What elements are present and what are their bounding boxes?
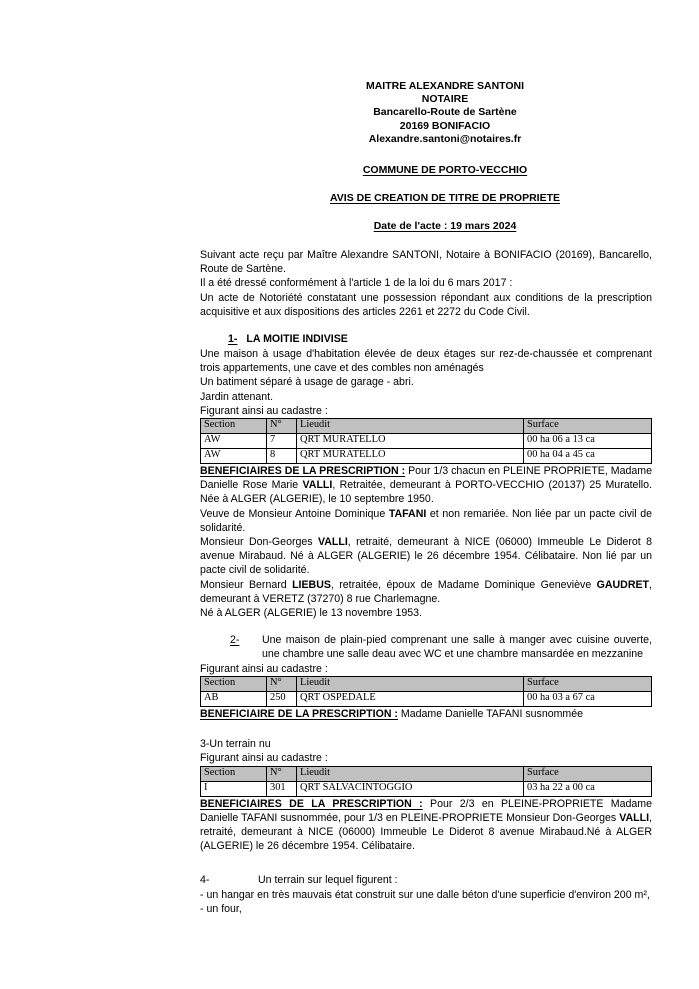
beneficiaries-text-c: , Retraitée, demeurant à PORTO-VECCHIO (20137) 25 Muratello. Née à ALGER (ALGERIE), le 10 septembre 1950. <box>200 479 652 506</box>
column-header-surface: Surface <box>524 766 652 781</box>
commune-title-text: COMMUNE DE PORTO-VECCHIO <box>362 164 528 177</box>
beneficiaries-text-a: Pour 1/3 chacun en PLEINE PROPRIETE, Madame Danielle Rose Marie <box>200 465 652 492</box>
cell-lieudit: QRT SALVACINTOGGIO <box>297 781 524 796</box>
beneficiaries-label: BENEFICIAIRES DE LA PRESCRIPTION : <box>200 465 406 478</box>
beneficiary-spouse-surname: GAUDRET <box>596 578 650 591</box>
section-1-heading <box>200 332 652 347</box>
section-1-beneficiaries-paragraph-1 <box>200 464 652 507</box>
section-1-beneficiaries-paragraph-4 <box>200 578 652 606</box>
section-4-line-2: - un four, <box>200 902 242 915</box>
cadastre-table-3 <box>200 766 652 797</box>
table-header-row <box>201 419 652 434</box>
beneficiary-surname: VALLI <box>619 811 650 824</box>
intro-paragraph-1: Suivant acte reçu par Maître Alexandre SANTONI, Notaire à BONIFACIO (20169), Bancarello, Route de Sartène. <box>200 249 652 276</box>
letterhead-line-email: Alexandre.santoni@notaires.fr <box>368 132 522 145</box>
acte-date <box>238 220 652 232</box>
section-1-cadastre-intro: Figurant ainsi au cadastre : <box>200 404 328 417</box>
cell-lieudit: QRT OSPEDALE <box>297 691 524 706</box>
section-1-beneficiaries-paragraph-2 <box>200 507 652 535</box>
letterhead-line-address: Bancarello-Route de Sartène <box>373 106 517 119</box>
beneficiaries-text-c: , retraité, demeurant à NICE (06000) Immeuble Le Diderot 8 avenue Mirabaud.Né à ALGER (ALGERIE) le 26 décembre 1954. Célibataire. <box>200 811 652 853</box>
letterhead-line-city: 20169 BONIFACIO <box>399 119 491 132</box>
column-header-number: N° <box>267 676 297 691</box>
table-header-row <box>201 676 652 691</box>
column-header-section: Section <box>201 766 267 781</box>
beneficiary-surname: VALLI <box>317 536 348 549</box>
cell-number: 301 <box>267 781 297 796</box>
beneficiary-surname: VALLI <box>302 479 333 492</box>
letterhead-line-role: NOTAIRE <box>421 93 469 106</box>
cadastre-table-1 <box>200 418 652 464</box>
section-4-heading-text: Un terrain sur lequel figurent : <box>258 874 398 887</box>
cell-surface: 00 ha 03 a 67 ca <box>524 691 652 706</box>
cell-surface: 00 ha 06 a 13 ca <box>524 434 652 449</box>
column-header-lieudit: Lieudit <box>297 766 524 781</box>
table-row <box>201 449 652 464</box>
table-header-row <box>201 766 652 781</box>
section-4-line-1: - un hangar en très mauvais état construit sur une dalle béton d'une superficie d'environ 200 m², <box>200 888 650 901</box>
column-header-number: N° <box>267 419 297 434</box>
document-content <box>200 80 652 916</box>
section-3-beneficiaries-paragraph <box>200 797 652 854</box>
section-3-cadastre-intro: Figurant ainsi au cadastre : <box>200 752 328 765</box>
cell-surface: 03 ha 22 a 00 ca <box>524 781 652 796</box>
cell-section: AW <box>201 449 267 464</box>
avis-title <box>238 192 652 204</box>
beneficiary-surname: TAFANI <box>388 507 427 520</box>
section-1-description-3: Jardin attenant. <box>200 390 274 403</box>
beneficiaries-text-e: , demeurant à VERETZ (37270) 8 rue Charlemagne. <box>200 578 652 605</box>
table-row <box>201 781 652 796</box>
beneficiaries-text-c: , retraité, demeurant à NICE (06000) Immeuble Le Diderot 8 avenue Mirabaud. Né à ALGER (ALGERIE) le 26 décembre 1954. Célibataire. Non lié par un pacte civil de solidarité. <box>200 536 652 577</box>
section-1-description-2: Un batiment séparé à usage de garage - abri. <box>200 376 414 389</box>
cadastre-table-2 <box>200 676 652 707</box>
cell-number: 8 <box>267 449 297 464</box>
commune-title <box>238 164 652 176</box>
letterhead-block <box>238 80 652 146</box>
column-header-section: Section <box>201 419 267 434</box>
column-header-number: N° <box>267 766 297 781</box>
cell-section: AB <box>201 691 267 706</box>
beneficiaries-text-c: et non remariée. Non liée par un pacte civil de solidarité. <box>200 507 652 534</box>
cell-section: I <box>201 781 267 796</box>
cell-number: 7 <box>267 434 297 449</box>
section-2-number: 2- <box>230 634 240 647</box>
section-4-number: 4- <box>200 874 210 887</box>
column-header-section: Section <box>201 676 267 691</box>
section-1-description-1: Une maison à usage d'habitation élevée de deux étages sur rez-de-chaussée et comprenant trois appartements, une cave et des combles non aménagés <box>200 348 652 375</box>
section-2-description-text: Une maison de plain-pied comprenant une salle à manger avec cuisine ouverte, une chambre une salle deau avec WC et une chambre mansardée en mezzanine <box>262 634 652 661</box>
beneficiary-label: BENEFICIAIRE DE LA PRESCRIPTION : <box>200 707 398 720</box>
cell-number: 250 <box>267 691 297 706</box>
section-2-description <box>200 633 652 661</box>
table-row <box>201 691 652 706</box>
beneficiary-text: Madame Danielle TAFANI susnommée <box>397 707 584 720</box>
beneficiary-surname: LIEBUS <box>292 578 331 591</box>
beneficiaries-text-a: Monsieur Don-Georges <box>200 536 318 549</box>
section-1-heading-text: LA MOITIE INDIVISE <box>246 333 348 346</box>
cell-lieudit: QRT MURATELLO <box>297 449 524 464</box>
column-header-surface: Surface <box>524 419 652 434</box>
section-3-heading: 3-Un terrain nu <box>200 738 271 751</box>
beneficiaries-label: BENEFICIAIRES DE LA PRESCRIPTION : <box>200 797 423 810</box>
beneficiaries-text-a: Veuve de Monsieur Antoine Dominique <box>200 507 389 520</box>
section-1-number: 1- <box>228 333 238 346</box>
section-1-beneficiaries-paragraph-5: Né à ALGER (ALGERIE) le 13 novembre 1953. <box>200 607 422 620</box>
beneficiaries-text-a: Monsieur Bernard <box>200 578 293 591</box>
table-row <box>201 434 652 449</box>
intro-paragraph-3: Un acte de Notoriété constatant une possession répondant aux conditions de la prescription acquisitive et aux dispositions des articles 2261 et 2272 du Code Civil. <box>200 291 652 318</box>
cell-section: AW <box>201 434 267 449</box>
section-4-heading <box>200 873 652 887</box>
cell-lieudit: QRT MURATELLO <box>297 434 524 449</box>
intro-paragraph-2: Il a été dressé conformément à l'article 1 de la loi du 6 mars 2017 : <box>200 277 513 290</box>
avis-title-text: AVIS DE CREATION DE TITRE DE PROPRIETE <box>329 192 561 205</box>
column-header-lieudit: Lieudit <box>297 676 524 691</box>
letterhead-line-name: MAITRE ALEXANDRE SANTONI <box>365 80 525 92</box>
section-2-beneficiaries-paragraph <box>200 707 652 721</box>
section-2-cadastre-intro: Figurant ainsi au cadastre : <box>200 662 328 675</box>
beneficiaries-text-a: Pour 2/3 en PLEINE-PROPRIETE Madame Danielle TAFANI susnommée, pour 1/3 en PLEINE-PROPRIETE Monsieur Don-Georges <box>200 797 652 824</box>
acte-date-text: Date de l'acte : 19 mars 2024 <box>373 220 517 233</box>
cell-surface: 00 ha 04 a 45 ca <box>524 449 652 464</box>
column-header-lieudit: Lieudit <box>297 419 524 434</box>
column-header-surface: Surface <box>524 676 652 691</box>
section-1-beneficiaries-paragraph-3 <box>200 535 652 578</box>
beneficiaries-text-c: , retraitée, époux de Madame Dominique Geneviève <box>330 578 597 591</box>
